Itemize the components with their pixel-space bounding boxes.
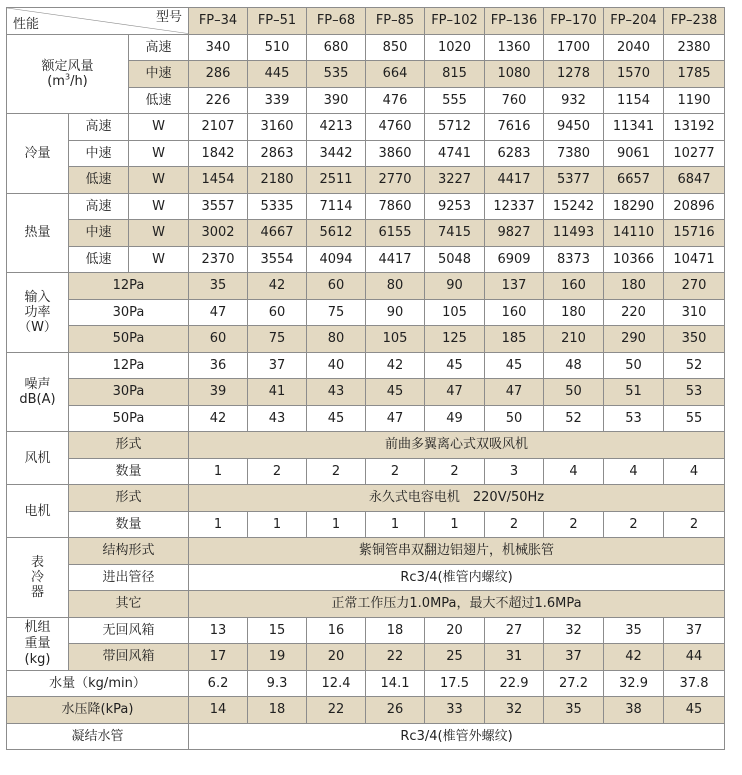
heating-value: 10471 (664, 246, 725, 273)
power-value: 160 (485, 299, 544, 326)
cooling-value: 5712 (425, 114, 485, 141)
coil-pipe-value: Rc3/4(椎管内螺纹) (189, 564, 725, 591)
fan-count-row (7, 458, 725, 485)
noise-value: 50 (544, 379, 604, 406)
water-flow-value: 12.4 (307, 670, 366, 697)
weight-value: 27 (485, 617, 544, 644)
heating-value: 6155 (366, 220, 425, 247)
cooling-value: 2180 (248, 167, 307, 194)
motor-count-value: 2 (664, 511, 725, 538)
airflow-value: 340 (189, 34, 248, 61)
speed-label: 低速 (129, 87, 189, 114)
motor-count-value: 1 (366, 511, 425, 538)
pressure-drop-value: 33 (425, 697, 485, 724)
weight-value: 18 (366, 617, 425, 644)
water-flow-value: 37.8 (664, 670, 725, 697)
cooling-value: 1454 (189, 167, 248, 194)
fan-count-value: 3 (485, 458, 544, 485)
noise-value: 55 (664, 405, 725, 432)
water-flow-row (7, 670, 725, 697)
pressure-label: 30Pa (69, 379, 189, 406)
cooling-value: 3160 (248, 114, 307, 141)
noise-value: 41 (248, 379, 307, 406)
drain-row (7, 723, 725, 750)
weight-label: 机组 重量 (kg) (7, 617, 69, 670)
weight-value: 42 (604, 644, 664, 671)
heating-value: 6909 (485, 246, 544, 273)
cooling-value: 4417 (485, 167, 544, 194)
cooling-value: 9450 (544, 114, 604, 141)
coil-struct-row (7, 538, 725, 565)
pressure-drop-value: 26 (366, 697, 425, 724)
model-header: FP–170 (544, 8, 604, 35)
airflow-value: 286 (189, 61, 248, 88)
heating-value: 15242 (544, 193, 604, 220)
airflow-value: 510 (248, 34, 307, 61)
cooling-value: 4760 (366, 114, 425, 141)
speed-label: 中速 (129, 61, 189, 88)
pressure-label: 12Pa (69, 352, 189, 379)
power-value: 42 (248, 273, 307, 300)
weight-value: 22 (366, 644, 425, 671)
noise-value: 52 (544, 405, 604, 432)
weight-value: 44 (664, 644, 725, 671)
pressure-drop-value: 32 (485, 697, 544, 724)
cooling-value: 13192 (664, 114, 725, 141)
airflow-value: 226 (189, 87, 248, 114)
weight-value: 37 (664, 617, 725, 644)
motor-count-value: 2 (544, 511, 604, 538)
power-row-30pa (7, 299, 725, 326)
speed-label: 低速 (69, 246, 129, 273)
heating-value: 20896 (664, 193, 725, 220)
power-row-50pa (7, 326, 725, 353)
weight-value: 20 (425, 617, 485, 644)
water-flow-value: 27.2 (544, 670, 604, 697)
cooling-label: 冷量 (7, 114, 69, 194)
heating-value: 2370 (189, 246, 248, 273)
heating-value: 5048 (425, 246, 485, 273)
power-value: 60 (189, 326, 248, 353)
power-value: 105 (366, 326, 425, 353)
cooling-value: 4741 (425, 140, 485, 167)
water-flow-value: 6.2 (189, 670, 248, 697)
noise-value: 49 (425, 405, 485, 432)
cooling-value: 5377 (544, 167, 604, 194)
noise-value: 42 (366, 352, 425, 379)
power-value: 90 (425, 273, 485, 300)
weight-type-label: 带回风箱 (69, 644, 189, 671)
power-row-12pa (7, 273, 725, 300)
power-value: 80 (307, 326, 366, 353)
airflow-value: 760 (485, 87, 544, 114)
noise-value: 52 (664, 352, 725, 379)
power-value: 90 (366, 299, 425, 326)
fan-count-value: 2 (425, 458, 485, 485)
cooling-value: 10277 (664, 140, 725, 167)
coil-label: 表 冷 器 (7, 538, 69, 618)
airflow-value: 390 (307, 87, 366, 114)
unit-label: W (129, 246, 189, 273)
airflow-value: 1020 (425, 34, 485, 61)
pressure-drop-label: 水压降(kPa) (7, 697, 189, 724)
water-flow-value: 22.9 (485, 670, 544, 697)
motor-count-value: 1 (425, 511, 485, 538)
airflow-value: 1360 (485, 34, 544, 61)
weight-value: 19 (248, 644, 307, 671)
cooling-row-high (7, 114, 725, 141)
cooling-value: 6847 (664, 167, 725, 194)
motor-count-value: 1 (189, 511, 248, 538)
heating-value: 14110 (604, 220, 664, 247)
fan-form-row (7, 432, 725, 459)
heating-value: 12337 (485, 193, 544, 220)
noise-label: 噪声 dB(A) (7, 352, 69, 432)
power-value: 137 (485, 273, 544, 300)
model-header: FP–204 (604, 8, 664, 35)
pressure-drop-value: 45 (664, 697, 725, 724)
weight-value: 20 (307, 644, 366, 671)
fan-count-value: 4 (664, 458, 725, 485)
cooling-value: 6283 (485, 140, 544, 167)
cooling-value: 6657 (604, 167, 664, 194)
power-value: 210 (544, 326, 604, 353)
speed-label: 中速 (69, 140, 129, 167)
noise-value: 45 (485, 352, 544, 379)
noise-value: 43 (248, 405, 307, 432)
power-value: 125 (425, 326, 485, 353)
model-header: FP–68 (307, 8, 366, 35)
weight-value: 17 (189, 644, 248, 671)
weight-value: 32 (544, 617, 604, 644)
power-value: 310 (664, 299, 725, 326)
fan-count-value: 2 (307, 458, 366, 485)
fan-label: 风机 (7, 432, 69, 485)
airflow-value: 1570 (604, 61, 664, 88)
noise-value: 39 (189, 379, 248, 406)
cooling-value: 11341 (604, 114, 664, 141)
noise-value: 36 (189, 352, 248, 379)
heating-value: 9827 (485, 220, 544, 247)
power-value: 180 (604, 273, 664, 300)
motor-form-label: 形式 (69, 485, 189, 512)
performance-header-label: 性能 (13, 16, 40, 32)
airflow-value: 445 (248, 61, 307, 88)
heating-value: 3554 (248, 246, 307, 273)
unit-label: W (129, 167, 189, 194)
model-header: FP–51 (248, 8, 307, 35)
header-corner-cell (7, 8, 189, 35)
airflow-value: 1080 (485, 61, 544, 88)
airflow-value: 2380 (664, 34, 725, 61)
noise-value: 53 (604, 405, 664, 432)
cooling-value: 1842 (189, 140, 248, 167)
motor-form-row (7, 485, 725, 512)
noise-value: 47 (366, 405, 425, 432)
pressure-drop-value: 14 (189, 697, 248, 724)
motor-label: 电机 (7, 485, 69, 538)
cooling-value: 4213 (307, 114, 366, 141)
pressure-label: 50Pa (69, 326, 189, 353)
coil-pipe-row (7, 564, 725, 591)
water-flow-value: 14.1 (366, 670, 425, 697)
power-value: 185 (485, 326, 544, 353)
model-header: FP–85 (366, 8, 425, 35)
noise-value: 42 (189, 405, 248, 432)
power-value: 350 (664, 326, 725, 353)
power-value: 180 (544, 299, 604, 326)
water-flow-value: 17.5 (425, 670, 485, 697)
noise-value: 53 (664, 379, 725, 406)
noise-value: 45 (425, 352, 485, 379)
weight-value: 16 (307, 617, 366, 644)
airflow-value: 1154 (604, 87, 664, 114)
water-flow-value: 9.3 (248, 670, 307, 697)
model-header: FP–102 (425, 8, 485, 35)
fan-count-value: 2 (366, 458, 425, 485)
noise-value: 43 (307, 379, 366, 406)
speed-label: 高速 (69, 114, 129, 141)
fan-count-value: 1 (189, 458, 248, 485)
speed-label: 中速 (69, 220, 129, 247)
cooling-row-mid (7, 140, 725, 167)
fan-form-label: 形式 (69, 432, 189, 459)
power-value: 105 (425, 299, 485, 326)
heating-row-mid (7, 220, 725, 247)
header-row (7, 8, 725, 35)
fan-count-value: 4 (544, 458, 604, 485)
drain-label: 凝结水管 (7, 723, 189, 750)
weight-type-label: 无回风箱 (69, 617, 189, 644)
coil-other-value: 正常工作压力1.0MPa，最大不超过1.6MPa (189, 591, 725, 618)
weight-value: 37 (544, 644, 604, 671)
airflow-value: 339 (248, 87, 307, 114)
cooling-value: 3860 (366, 140, 425, 167)
cooling-value: 9061 (604, 140, 664, 167)
motor-count-value: 2 (485, 511, 544, 538)
model-header: FP–238 (664, 8, 725, 35)
cooling-value: 2863 (248, 140, 307, 167)
airflow-value: 535 (307, 61, 366, 88)
cooling-value: 7380 (544, 140, 604, 167)
power-value: 75 (307, 299, 366, 326)
power-value: 290 (604, 326, 664, 353)
model-header: FP–136 (485, 8, 544, 35)
airflow-value: 932 (544, 87, 604, 114)
power-label: 输入 功率 （W） (7, 273, 69, 353)
airflow-value: 555 (425, 87, 485, 114)
motor-count-row (7, 511, 725, 538)
pressure-label: 12Pa (69, 273, 189, 300)
heating-value: 4417 (366, 246, 425, 273)
heating-value: 7860 (366, 193, 425, 220)
model-header-label: 型号 (156, 10, 183, 25)
motor-form-value: 永久式电容电机 220V/50Hz (189, 485, 725, 512)
noise-value: 40 (307, 352, 366, 379)
noise-row-50pa (7, 405, 725, 432)
airflow-value: 1190 (664, 87, 725, 114)
heating-value: 4667 (248, 220, 307, 247)
coil-other-row (7, 591, 725, 618)
airflow-label: 额定风量 $(m^3/h)$ (7, 34, 129, 114)
motor-count-value: 1 (248, 511, 307, 538)
pressure-label: 50Pa (69, 405, 189, 432)
airflow-value: 664 (366, 61, 425, 88)
unit-label: W (129, 114, 189, 141)
noise-value: 47 (425, 379, 485, 406)
weight-value: 15 (248, 617, 307, 644)
power-value: 47 (189, 299, 248, 326)
unit-label: W (129, 140, 189, 167)
pressure-drop-value: 22 (307, 697, 366, 724)
power-value: 270 (664, 273, 725, 300)
heating-value: 4094 (307, 246, 366, 273)
fan-count-label: 数量 (69, 458, 189, 485)
noise-value: 47 (485, 379, 544, 406)
noise-row-12pa (7, 352, 725, 379)
noise-value: 50 (485, 405, 544, 432)
heating-value: 11493 (544, 220, 604, 247)
speed-label: 低速 (69, 167, 129, 194)
water-flow-label: 水量（kg/min） (7, 670, 189, 697)
weight-row-with-return (7, 644, 725, 671)
model-header: FP–34 (189, 8, 248, 35)
power-value: 75 (248, 326, 307, 353)
pressure-drop-value: 18 (248, 697, 307, 724)
noise-value: 48 (544, 352, 604, 379)
cooling-value: 7616 (485, 114, 544, 141)
heating-value: 3557 (189, 193, 248, 220)
fan-count-value: 2 (248, 458, 307, 485)
speed-label: 高速 (129, 34, 189, 61)
weight-value: 13 (189, 617, 248, 644)
fan-coil-spec-table (6, 7, 725, 750)
heating-value: 8373 (544, 246, 604, 273)
power-value: 80 (366, 273, 425, 300)
coil-struct-value: 紫铜管串双翻边铝翅片，机械胀管 (189, 538, 725, 565)
pressure-drop-value: 38 (604, 697, 664, 724)
pressure-label: 30Pa (69, 299, 189, 326)
coil-other-label: 其它 (69, 591, 189, 618)
airflow-value: 2040 (604, 34, 664, 61)
heating-value: 18290 (604, 193, 664, 220)
heating-label: 热量 (7, 193, 69, 273)
cooling-value: 2770 (366, 167, 425, 194)
cooling-value: 2511 (307, 167, 366, 194)
fan-count-value: 4 (604, 458, 664, 485)
speed-label: 高速 (69, 193, 129, 220)
unit-label: W (129, 220, 189, 247)
power-value: 35 (189, 273, 248, 300)
power-value: 220 (604, 299, 664, 326)
heating-value: 15716 (664, 220, 725, 247)
noise-value: 37 (248, 352, 307, 379)
cooling-value: 2107 (189, 114, 248, 141)
power-value: 160 (544, 273, 604, 300)
heating-row-high (7, 193, 725, 220)
weight-value: 31 (485, 644, 544, 671)
heating-value: 7114 (307, 193, 366, 220)
airflow-value: 476 (366, 87, 425, 114)
drain-value: Rc3/4(椎管外螺纹) (189, 723, 725, 750)
heating-value: 3002 (189, 220, 248, 247)
heating-value: 9253 (425, 193, 485, 220)
motor-count-value: 2 (604, 511, 664, 538)
airflow-value: 680 (307, 34, 366, 61)
airflow-row-high (7, 34, 725, 61)
coil-struct-label: 结构形式 (69, 538, 189, 565)
power-value: 60 (307, 273, 366, 300)
airflow-value: 850 (366, 34, 425, 61)
weight-value: 25 (425, 644, 485, 671)
airflow-value: 815 (425, 61, 485, 88)
airflow-value: 1785 (664, 61, 725, 88)
pressure-drop-row (7, 697, 725, 724)
noise-row-30pa (7, 379, 725, 406)
water-flow-value: 32.9 (604, 670, 664, 697)
weight-value: 35 (604, 617, 664, 644)
coil-pipe-label: 进出管径 (69, 564, 189, 591)
cooling-row-low (7, 167, 725, 194)
heating-value: 7415 (425, 220, 485, 247)
noise-value: 45 (366, 379, 425, 406)
fan-form-value: 前曲多翼离心式双吸风机 (189, 432, 725, 459)
heating-value: 5335 (248, 193, 307, 220)
weight-row-no-return (7, 617, 725, 644)
power-value: 60 (248, 299, 307, 326)
heating-row-low (7, 246, 725, 273)
airflow-value: 1700 (544, 34, 604, 61)
noise-value: 51 (604, 379, 664, 406)
cooling-value: 3227 (425, 167, 485, 194)
cooling-value: 3442 (307, 140, 366, 167)
pressure-drop-value: 35 (544, 697, 604, 724)
noise-value: 45 (307, 405, 366, 432)
noise-value: 50 (604, 352, 664, 379)
airflow-value: 1278 (544, 61, 604, 88)
heating-value: 10366 (604, 246, 664, 273)
heating-value: 5612 (307, 220, 366, 247)
motor-count-value: 1 (307, 511, 366, 538)
motor-count-label: 数量 (69, 511, 189, 538)
unit-label: W (129, 193, 189, 220)
